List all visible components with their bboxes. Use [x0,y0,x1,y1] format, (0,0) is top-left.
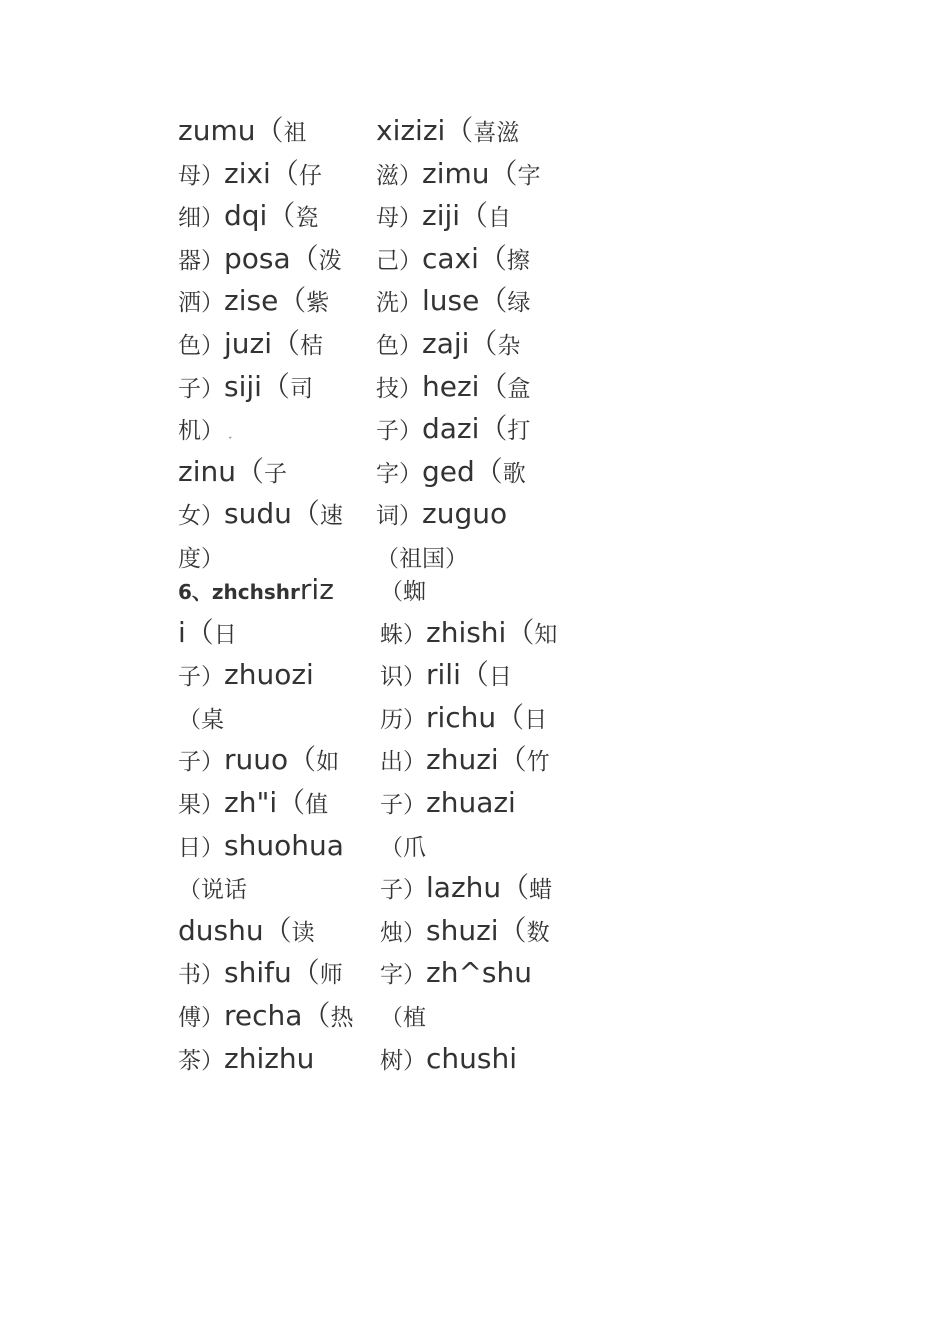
text-line [178,655,373,698]
text-line [178,740,373,783]
pinyin-text: dazi（ [422,412,508,446]
text-line [380,1039,575,1082]
text-line [178,996,373,1039]
text-line [178,154,368,197]
hanzi-text: 子） [380,791,426,818]
hanzi-text: 蜡 [529,877,553,904]
text-line [376,111,566,154]
hanzi-text: 滋） [376,162,422,189]
text-line [178,281,368,324]
hanzi-text: 桔 [300,332,324,359]
pinyin-text: shuohua [224,828,344,862]
text-line [178,698,373,741]
text-line [376,409,566,452]
hanzi-text: 读 [291,919,315,946]
hanzi-text: 打 [507,418,531,445]
pinyin-text: zumu（ [178,114,284,147]
hanzi-text: 树） [380,1047,426,1074]
section-heading [178,570,373,613]
pinyin-text: shuzi（ [426,913,527,947]
hanzi-text: 泼 [318,247,342,274]
hanzi-text: 烛） [380,919,426,946]
hanzi-text: 出） [380,749,426,776]
text-line [380,996,575,1039]
tone-mark: ˇ [228,437,233,447]
text-line [376,154,566,197]
pinyin-text: zimu（ [422,156,518,190]
hanzi-text: 度） [178,545,224,572]
hanzi-text: 子） [380,877,426,904]
hanzi-text: 擦 [506,247,530,274]
pinyin-text: zhuazi [426,785,516,819]
pinyin-text: hezi（ [422,369,508,403]
section1-left-column [178,111,368,580]
pinyin-text: zhuozi [224,658,314,692]
text-line [178,826,373,869]
text-line [380,740,575,783]
hanzi-text: （蜘 [380,579,426,605]
section2-right-column [380,570,575,1081]
text-line [178,409,368,452]
text-line [178,324,368,367]
hanzi-text: 值 [305,791,329,818]
pinyin-text: zaji（ [422,326,498,360]
pinyin-text: zhizhu [224,1041,315,1075]
text-line [380,570,575,613]
text-line [376,367,566,410]
hanzi-text: （爪 [380,834,426,861]
hanzi-text: （桌 [178,706,224,733]
pinyin-text: zhishi（ [426,615,535,649]
hanzi-text: 傅） [178,1004,224,1031]
text-line [376,196,566,239]
hanzi-text: 书） [178,962,224,989]
text-line [376,324,566,367]
hanzi-text: 识） [380,664,426,691]
hanzi-text: 日 [488,664,512,691]
pinyin-text: caxi（ [422,241,507,275]
pinyin-text: dushu（ [178,913,292,947]
hanzi-text: 喜滋 [473,120,520,146]
pinyin-text: zise（ [224,284,307,318]
hanzi-text: 色） [376,332,422,359]
text-line [376,494,566,537]
hanzi-text: 日 [213,621,237,648]
pinyin-text: luse（ [422,284,508,318]
hanzi-text: 速 [319,503,343,530]
hanzi-text: 歌 [502,460,526,487]
text-line [178,367,368,410]
hanzi-text: 果） [178,791,224,818]
hanzi-text: 紫 [306,290,330,317]
text-line [178,239,368,282]
hanzi-text: 子） [178,749,224,776]
pinyin-text: shifu（ [224,956,320,990]
pinyin-text: zixi（ [224,156,299,190]
text-line [376,281,566,324]
hanzi-text: （说话 [178,877,247,904]
hanzi-text: 器） [178,247,224,274]
hanzi-text: 竹 [526,749,550,776]
hanzi-text: 热 [330,1004,354,1031]
text-line [178,613,373,656]
hanzi-text: 母） [178,162,224,189]
hanzi-text: 色） [178,332,224,359]
pinyin-text: zuguo [422,497,508,531]
pinyin-text: dqi（ [224,199,296,233]
text-line [178,911,373,954]
hanzi-text: 祖 [283,120,307,146]
hanzi-text: 子） [178,375,224,402]
hanzi-text: 仔 [298,162,322,189]
pinyin-text: zinu（ [178,454,264,488]
pinyin-text: ruuo（ [224,743,317,777]
hanzi-text: 师 [319,962,343,989]
text-line [380,868,575,911]
section1-right-column [376,111,566,580]
pinyin-text: i（ [178,615,214,649]
text-line [380,911,575,954]
hanzi-text: 己） [376,247,422,274]
hanzi-text: 绿 [507,290,531,317]
hanzi-text: 盒 [507,375,531,402]
hanzi-text: 日） [178,834,224,861]
text-line [376,452,566,495]
pinyin-text: juzi（ [224,326,301,360]
pinyin-text: zhuzi（ [426,743,527,777]
section-heading-label: 6、zhchshr [178,580,300,604]
hanzi-text: 技） [376,375,422,402]
text-line [178,494,368,537]
hanzi-text: （祖国） [376,545,468,572]
hanzi-text: 杂 [497,332,521,359]
pinyin-text: rili（ [426,658,489,692]
hanzi-text: 瓷 [295,205,319,232]
text-line [380,698,575,741]
pinyin-text: sudu（ [224,497,320,531]
pinyin-text: richu（ [426,700,525,734]
text-line [178,953,373,996]
hanzi-text: （植 [380,1004,426,1031]
text-line [178,868,373,911]
text-line [178,783,373,826]
hanzi-text: 知 [534,621,558,648]
hanzi-text: 日 [524,706,548,733]
hanzi-text: 机） [178,418,224,445]
hanzi-text: 字） [380,962,426,989]
text-line [380,613,575,656]
section-heading-tail: riz [299,573,334,606]
hanzi-text: 子 [263,460,287,487]
section2-left-column [178,570,373,1081]
pinyin-text: recha（ [224,998,331,1032]
hanzi-text: 字） [376,460,422,487]
hanzi-text: 母） [376,205,422,232]
hanzi-text: 字 [517,162,541,189]
text-line [380,953,575,996]
pinyin-text: xizizi（ [376,114,474,147]
pinyin-text: posa（ [224,241,319,275]
hanzi-text: 子） [376,418,422,445]
pinyin-text: chushi [426,1041,517,1075]
hanzi-text: 如 [316,749,340,776]
pinyin-text: zh^shu [426,956,532,990]
hanzi-text: 词） [376,503,422,530]
hanzi-text: 自 [488,205,512,232]
text-line [178,111,368,154]
text-line [380,826,575,869]
text-line [178,1039,373,1082]
hanzi-text: 洒） [178,290,224,317]
pinyin-text: siji（ [224,369,290,403]
text-line [376,239,566,282]
text-line [380,655,575,698]
pinyin-text: lazhu（ [426,871,530,905]
text-line [178,196,368,239]
hanzi-text: 数 [526,919,550,946]
hanzi-text: 洗） [376,290,422,317]
hanzi-text: 蛛） [380,621,426,648]
hanzi-text: 子） [178,664,224,691]
text-line [178,452,368,495]
hanzi-text: 细） [178,205,224,232]
pinyin-text: ziji（ [422,199,489,233]
pinyin-text: zh"i（ [224,785,306,819]
text-line [380,783,575,826]
pinyin-text: ged（ [422,454,503,488]
hanzi-text: 历） [380,706,426,733]
hanzi-text: 女） [178,503,224,530]
hanzi-text: 司 [289,375,313,402]
hanzi-text: 茶） [178,1047,224,1074]
